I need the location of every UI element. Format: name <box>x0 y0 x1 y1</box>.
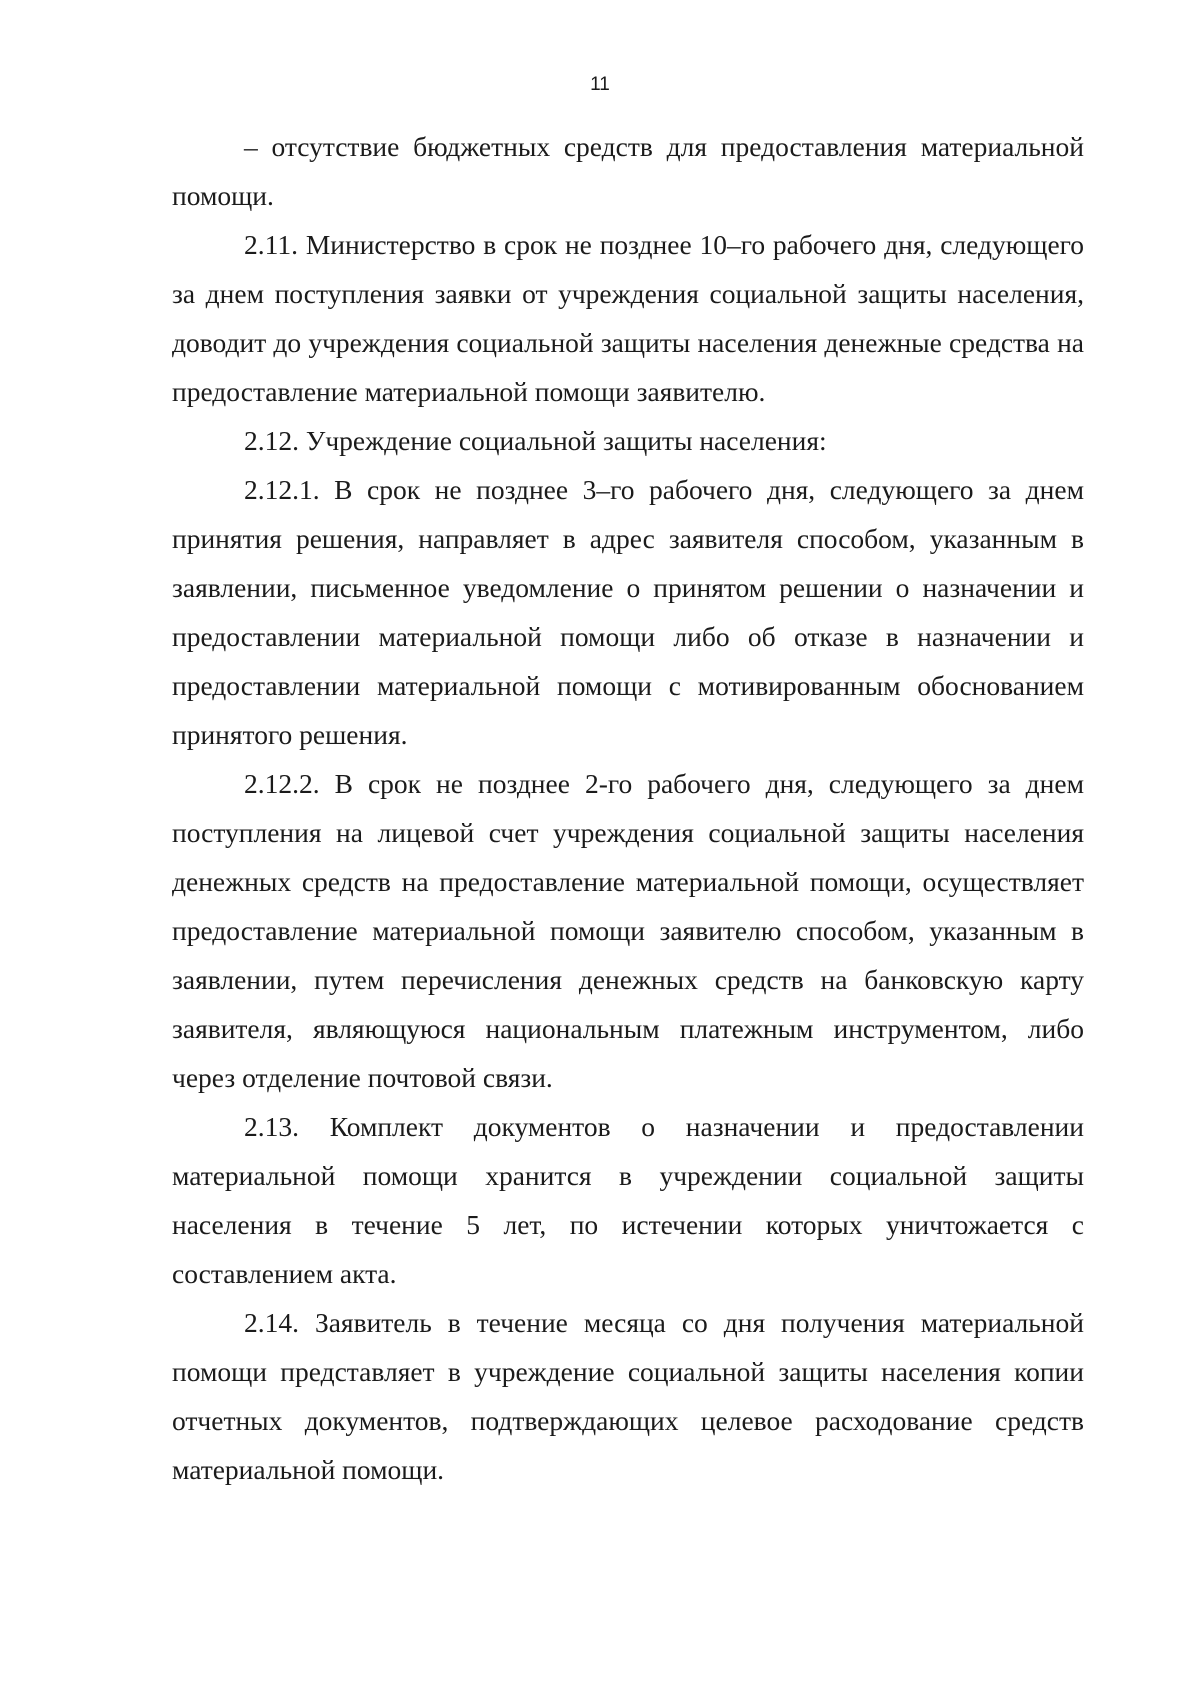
paragraph-2-14: 2.14. Заявитель в течение месяца со дня получения материальной помощи представляет в учреждение социальной защиты населения копии отчетных документов, подтверждающих целевое расходование средств материальной помощи. <box>172 1307 1084 1485</box>
paragraph-2-12-1: 2.12.1. В срок не позднее 3–го рабочего дня, следующего за днем принятия решения, направляет в адрес заявителя способом, указанным в заявлении, письменное уведомление о принятом решении о назначении и предоставлении материальной помощи либо об отказе в назначении и предоставлении материальной помощи с мотивированным обоснованием принятого решения. <box>172 474 1084 750</box>
page-number: 11 <box>590 74 610 95</box>
document-body <box>172 122 1084 1494</box>
paragraph-2-11: 2.11. Министерство в срок не позднее 10–го рабочего дня, следующего за днем поступления заявки от учреждения социальной защиты населения, доводит до учреждения социальной защиты населения денежные средства на предоставление материальной помощи заявителю. <box>172 229 1084 407</box>
paragraph-budget-absence: – отсутствие бюджетных средств для предоставления материальной помощи. <box>172 131 1084 211</box>
paragraph-2-13: 2.13. Комплект документов о назначении и предоставлении материальной помощи хранится в учреждении социальной защиты населения в течение 5 лет, по истечении которых уничтожается с составлением акта. <box>172 1111 1084 1289</box>
paragraph-2-12-2: 2.12.2. В срок не позднее 2-го рабочего дня, следующего за днем поступления на лицевой счет учреждения социальной защиты населения денежных средств на предоставление материальной помощи, осуществляет предоставление материальной помощи заявителю способом, указанным в заявлении, путем перечисления денежных средств на банковскую карту заявителя, являющуюся национальным платежным инструментом, либо через отделение почтовой связи. <box>172 768 1084 1093</box>
paragraph-2-12: 2.12. Учреждение социальной защиты населения: <box>244 425 827 456</box>
